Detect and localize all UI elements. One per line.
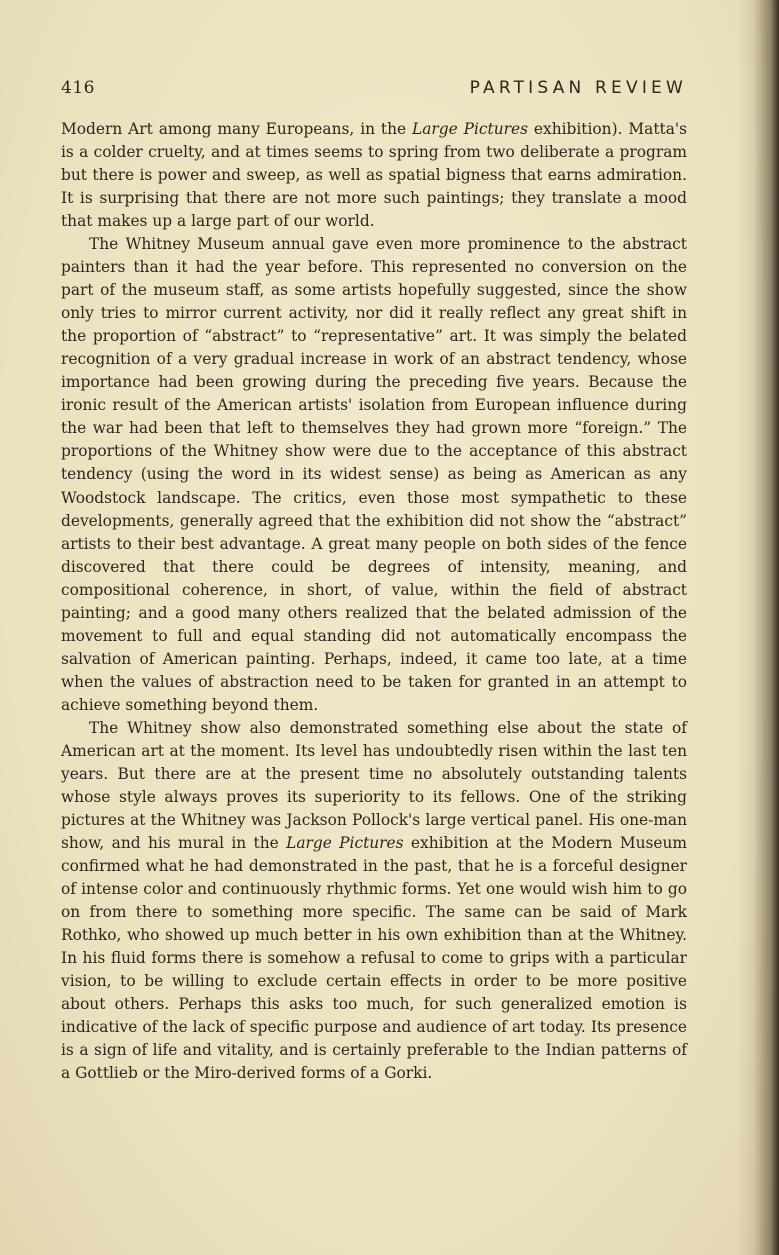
paragraph <box>61 717 687 1086</box>
page-edge-shadow <box>737 0 779 1255</box>
text-segment: Modern Art among many Europeans, in the <box>61 120 413 138</box>
italic-title: Large Pictures <box>412 120 529 138</box>
page-number: 416 <box>61 78 95 98</box>
text-segment: The Whitney show also demonstrated something else about the state of American art at the moment. Its level has undoubtedly risen within the last ten years. But there are at the present time no absolutely outstanding talents whose style always proves its superiority to its fellows. One of the striking pictures at the Whitney was Jackson Pollock's large vertical panel. His one-man show, and his mural in the <box>61 718 687 852</box>
text-segment: exhibition at the Modern Museum confirmed what he had demonstrated in the past, that he is a forceful designer of intense color and continuously rhythmic forms. Yet one would wish him to go on from there to something more specific. The same can be said of Mark Rothko, who showed up much better in his own exhibition than at the Whitney. In his fluid forms there is somehow a refusal to come to grips with a particular vision, to be willing to exclude certain effects in order to be more positive about others. Perhaps this asks too much, for such generalized emotion is indicative of the lack of specific purpose and audience of art today. Its presence is a sign of life and vitality, and is certainly preferable to the Indian patterns of a Gottlieb or the Miro-derived forms of a Gorki. <box>61 833 687 1083</box>
text-segment: The Whitney Museum annual gave even more prominence to the abstract painters than it had the year before. This represented no conversion on the part of the museum staff, as some artists hopefully suggested, since the show only tries to mirror current activity, nor did it really reflect any great shift in the proportion of “abstract” to “representative” art. It was simply the belated recognition of a very gradual increase in work of an abstract tendency, whose importance had been growing during the preceding five years. Because the ironic result of the American artists' isolation from European influence during the war had been that left to themselves they had grown more “foreign.” The proportions of the Whitney show were due to the acceptance of this abstract tendency (using the word in its widest sense) as being as American as any Woodstock landscape. The critics, even those most sympathetic to these developments, generally agreed that the exhibition did not show the “abstract” artists to their best advantage. A great many people on both sides of the fence discovered that there could be degrees of intensity, meaning, and compositional coherence, in short, of value, within the field of abstract painting; and a good many others realized that the belated admission of the movement to full and equal standing did not automatically encompass the salvation of American painting. Perhaps, indeed, it came too late, at a time when the values of abstraction need to be taken for granted in an attempt to achieve something beyond them. <box>61 235 687 714</box>
text-segment: exhibition). Matta's is a colder cruelty, and at times seems to spring from two deliberate a program but there is power and sweep, as well as spatial bigness that earns admiration. It is surprising that there are not more such paintings; they translate a mood that makes up a large part of our world. <box>61 120 688 231</box>
paragraph <box>61 118 687 233</box>
italic-title: Large Pictures <box>286 833 404 852</box>
page-header <box>61 78 687 102</box>
paragraph <box>61 233 687 717</box>
article-body <box>61 118 687 1085</box>
running-head: PARTISAN REVIEW <box>469 78 687 98</box>
